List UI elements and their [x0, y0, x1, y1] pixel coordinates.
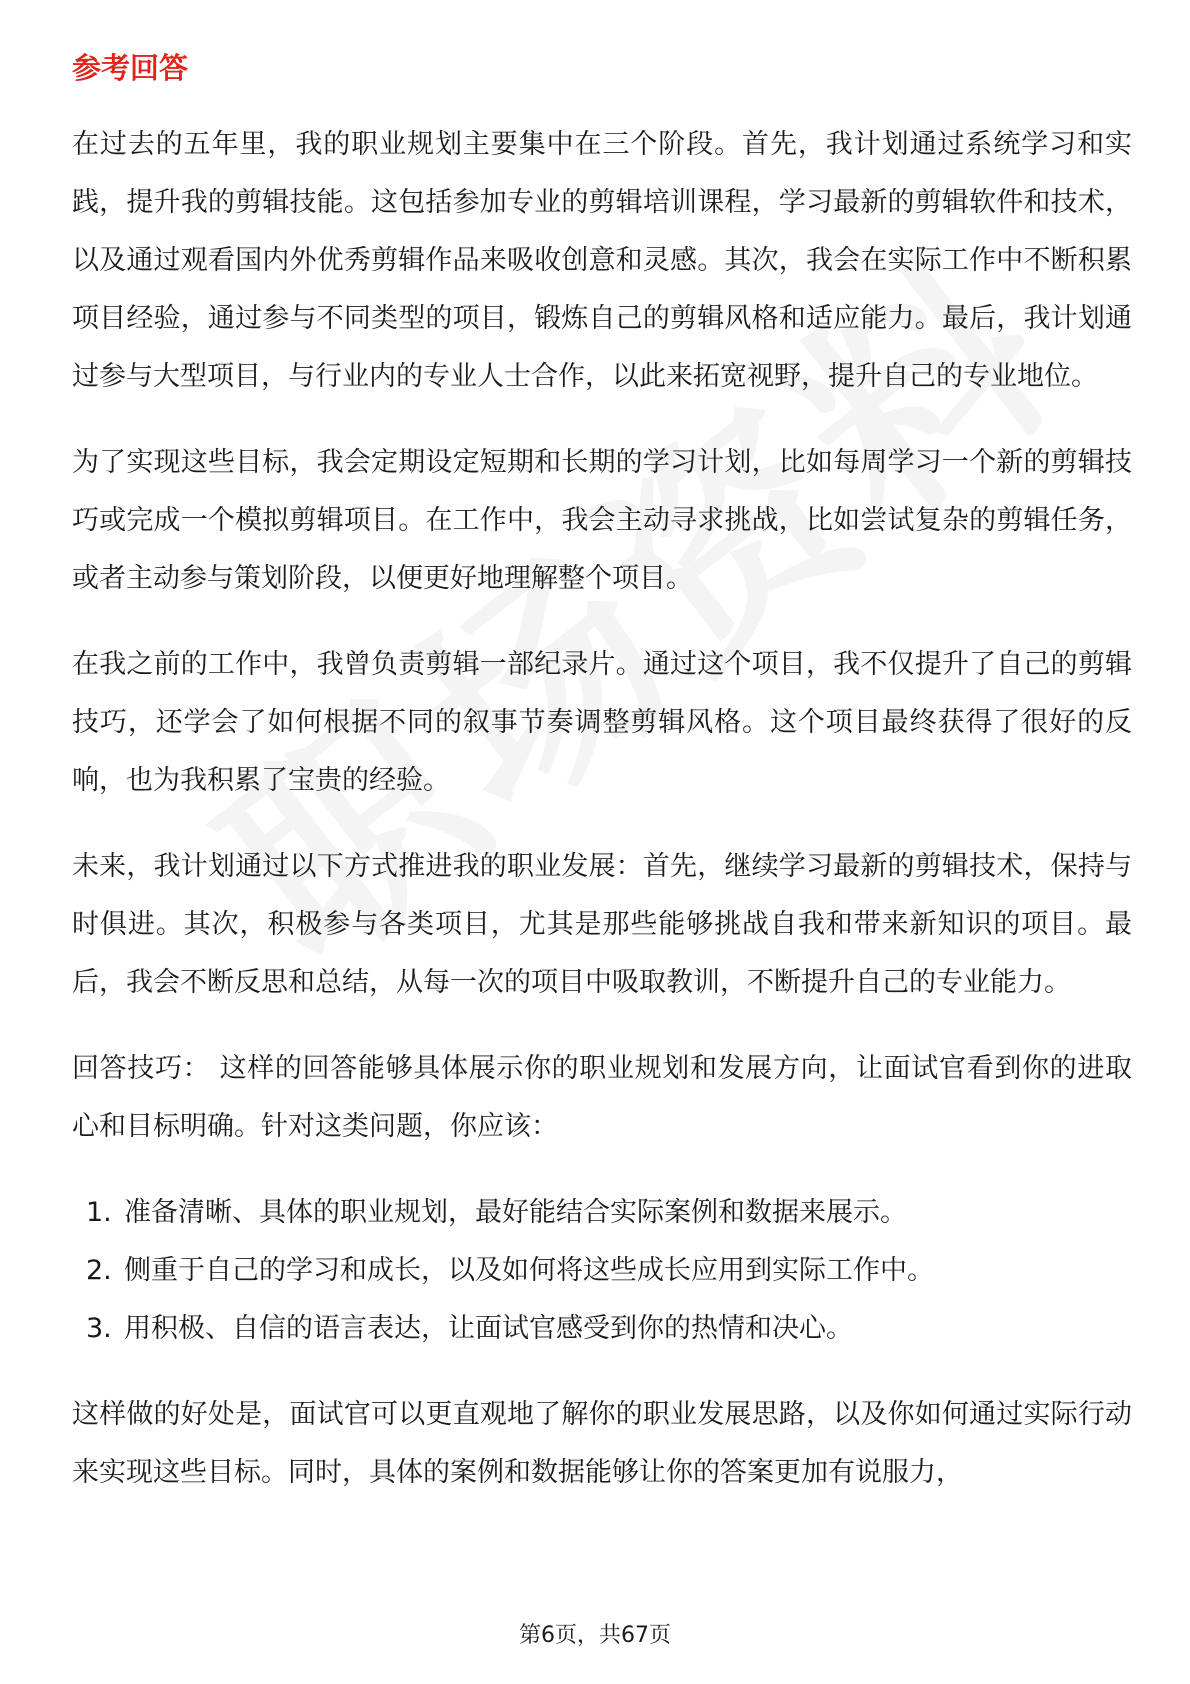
paragraph-future: 未来，我计划通过以下方式推进我的职业发展：首先，继续学习最新的剪辑技术，保持与时俱进。其次，积极参与各类项目，尤其是那些能够挑战自我和带来新知识的项目。最后，我会不断反思和总结，从每一次的项目中吸取教训，不断提升自己的专业能力。 [72, 851, 1132, 998]
list-item-text: 用积极、自信的语言表达，让面试官感受到你的热情和决心。 [124, 1313, 853, 1344]
list-item-text: 侧重于自己的学习和成长，以及如何将这些成长应用到实际工作中。 [124, 1255, 934, 1286]
list-item [72, 1242, 1132, 1300]
list-item-text: 准备清晰、具体的职业规划，最好能结合实际案例和数据来展示。 [124, 1197, 907, 1228]
list-item-number: 1. [86, 1197, 112, 1228]
paragraph-experience: 在我之前的工作中，我曾负责剪辑一部纪录片。通过这个项目，我不仅提升了自己的剪辑技巧，还学会了如何根据不同的叙事节奏调整剪辑风格。这个项目最终获得了很好的反响，也为我积累了宝贵的经验。 [72, 649, 1132, 796]
content [72, 48, 1132, 1530]
list-item-number: 2. [86, 1255, 112, 1286]
list-item [72, 1300, 1132, 1358]
paragraph-career-plan: 在过去的五年里，我的职业规划主要集中在三个阶段。首先，我计划通过系统学习和实践，提升我的剪辑技能。这包括参加专业的剪辑培训课程，学习最新的剪辑软件和技术，以及通过观看国内外优秀剪辑作品来吸收创意和灵感。其次，我会在实际工作中不断积累项目经验，通过参与不同类型的项目，锻炼自己的剪辑风格和适应能力。最后，我计划通过参与大型项目，与行业内的专业人士合作，以此来拓宽视野，提升自己的专业地位。 [72, 129, 1132, 392]
list-item-number: 3. [86, 1313, 112, 1344]
paragraph-goals: 为了实现这些目标，我会定期设定短期和长期的学习计划，比如每周学习一个新的剪辑技巧或完成一个模拟剪辑项目。在工作中，我会主动寻求挑战，比如尝试复杂的剪辑任务，或者主动参与策划阶段，以便更好地理解整个项目。 [72, 447, 1132, 594]
section-heading: 参考回答 [72, 51, 189, 85]
paragraph-tips-intro: 回答技巧： 这样的回答能够具体展示你的职业规划和发展方向，让面试官看到你的进取心和目标明确。针对这类问题，你应该： [72, 1053, 1132, 1142]
paragraph-closing: 这样做的好处是，面试官可以更直观地了解你的职业发展思路，以及你如何通过实际行动来实现这些目标。同时，具体的案例和数据能够让你的答案更加有说服力， [72, 1399, 1132, 1488]
list-item [72, 1184, 1132, 1242]
tips-list [72, 1184, 1132, 1358]
page-number: 第6页，共67页 [519, 1623, 671, 1648]
